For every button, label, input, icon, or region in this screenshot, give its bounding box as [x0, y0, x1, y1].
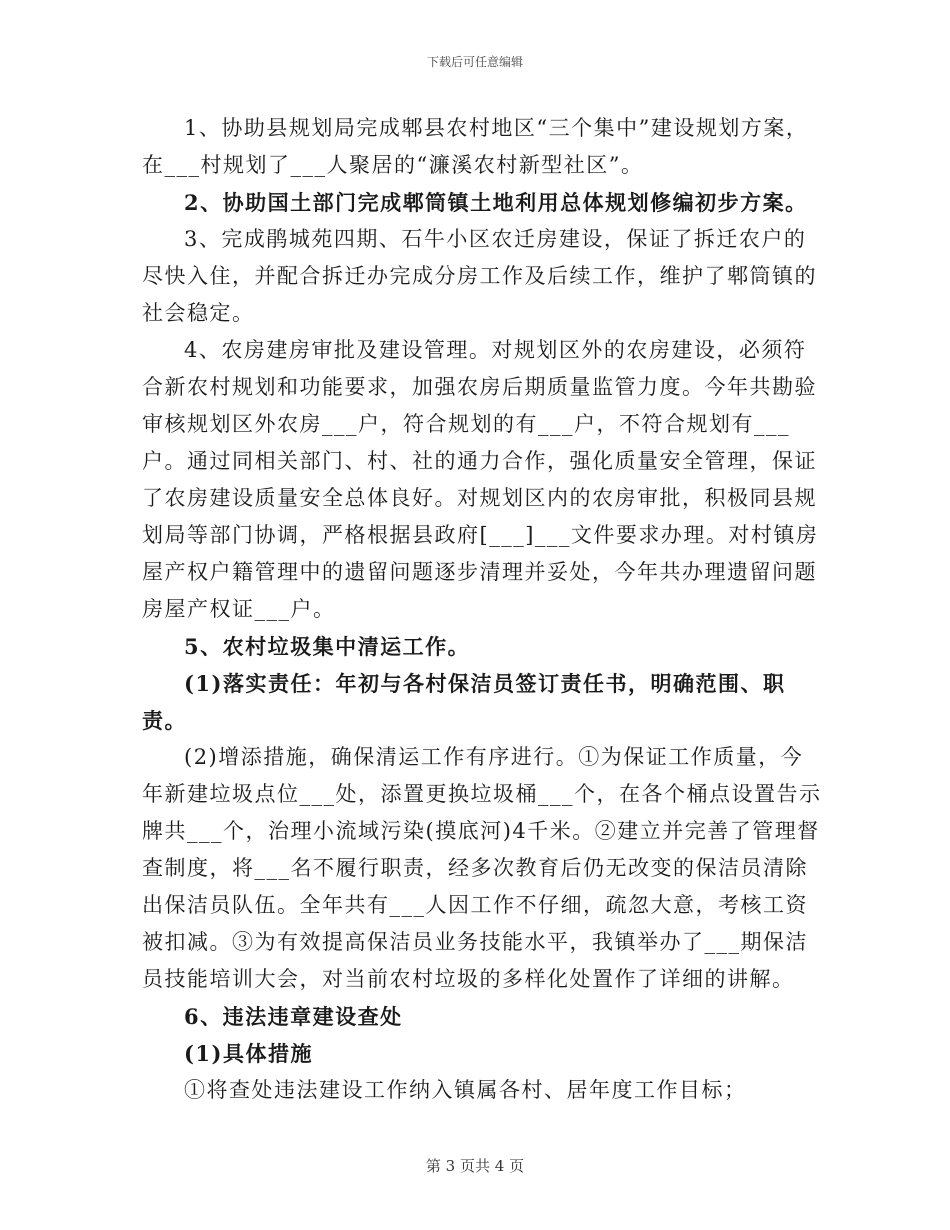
- page-footer: 第 3 页共 4 页: [425, 1157, 525, 1175]
- paragraph: 3、完成鹃城苑四期、石牛小区农迁房建设，保证了拆迁农户的尽快入住，并配合拆迁办完成分房工作及后续工作，维护了郫筒镇的社会稳定。: [142, 227, 817, 325]
- paragraph: 2、协助国土部门完成郫筒镇土地利用总体规划修编初步方案。: [184, 190, 808, 215]
- paragraph: (2)增添措施，确保清运工作有序进行。①为保证工作质量，今年新建垃圾点位___处，添置更换垃圾桶___个，在各个桶点设置告示牌共___个，治理小流域污染(摸底河)4千米。②建立并完善了管理督查制度，将___名不履行职责，经多次教育后仍无改变的保洁员清除出保洁员队伍。全年共有___人因工作不仔细，疏忽大意，考核工资被扣减。③为有效提高保洁员业务技能水平，我镇举办了___期保洁员技能培训大会，对当前农村垃圾的多样化处置作了详细的讲解。: [142, 745, 822, 991]
- document-body: [142, 110, 822, 1109]
- paragraph: ①将查处违法建设工作纳入镇属各村、居年度工作目标；: [184, 1078, 747, 1102]
- section-heading: 5、农村垃圾集中清运工作。: [184, 634, 471, 659]
- paragraph: 4、农房建房审批及建设管理。对规划区外的农房建设，必须符合新农村规划和功能要求，加强农房后期质量监管力度。今年共勘验审核规划区外农房___户，符合规划的有___户，不符合规划有___户。通过同相关部门、村、社的通力合作，强化质量安全管理，保证了农房建设质量安全总体良好。对规划区内的农房审批，积极同县规划局等部门协调，严格根据县政府[___]___文件要求办理。对村镇房屋产权户籍管理中的遗留问题逐步清理并妥处，今年共办理遗留问题房屋产权证___户。: [142, 338, 819, 621]
- subsection-heading: (1)具体措施: [184, 1041, 313, 1066]
- paragraph: 1、协助县规划局完成郫县农村地区“三个集中”建设规划方案，在___村规划了___人聚居的“濂溪农村新型社区”。: [142, 116, 809, 177]
- page-header: 下载后可任意编辑: [426, 55, 523, 69]
- section-heading: 6、违法违章建设查处: [184, 1004, 403, 1029]
- paragraph: (1)落实责任：年初与各村保洁员签订责任书，明确范围、职责。: [142, 671, 786, 733]
